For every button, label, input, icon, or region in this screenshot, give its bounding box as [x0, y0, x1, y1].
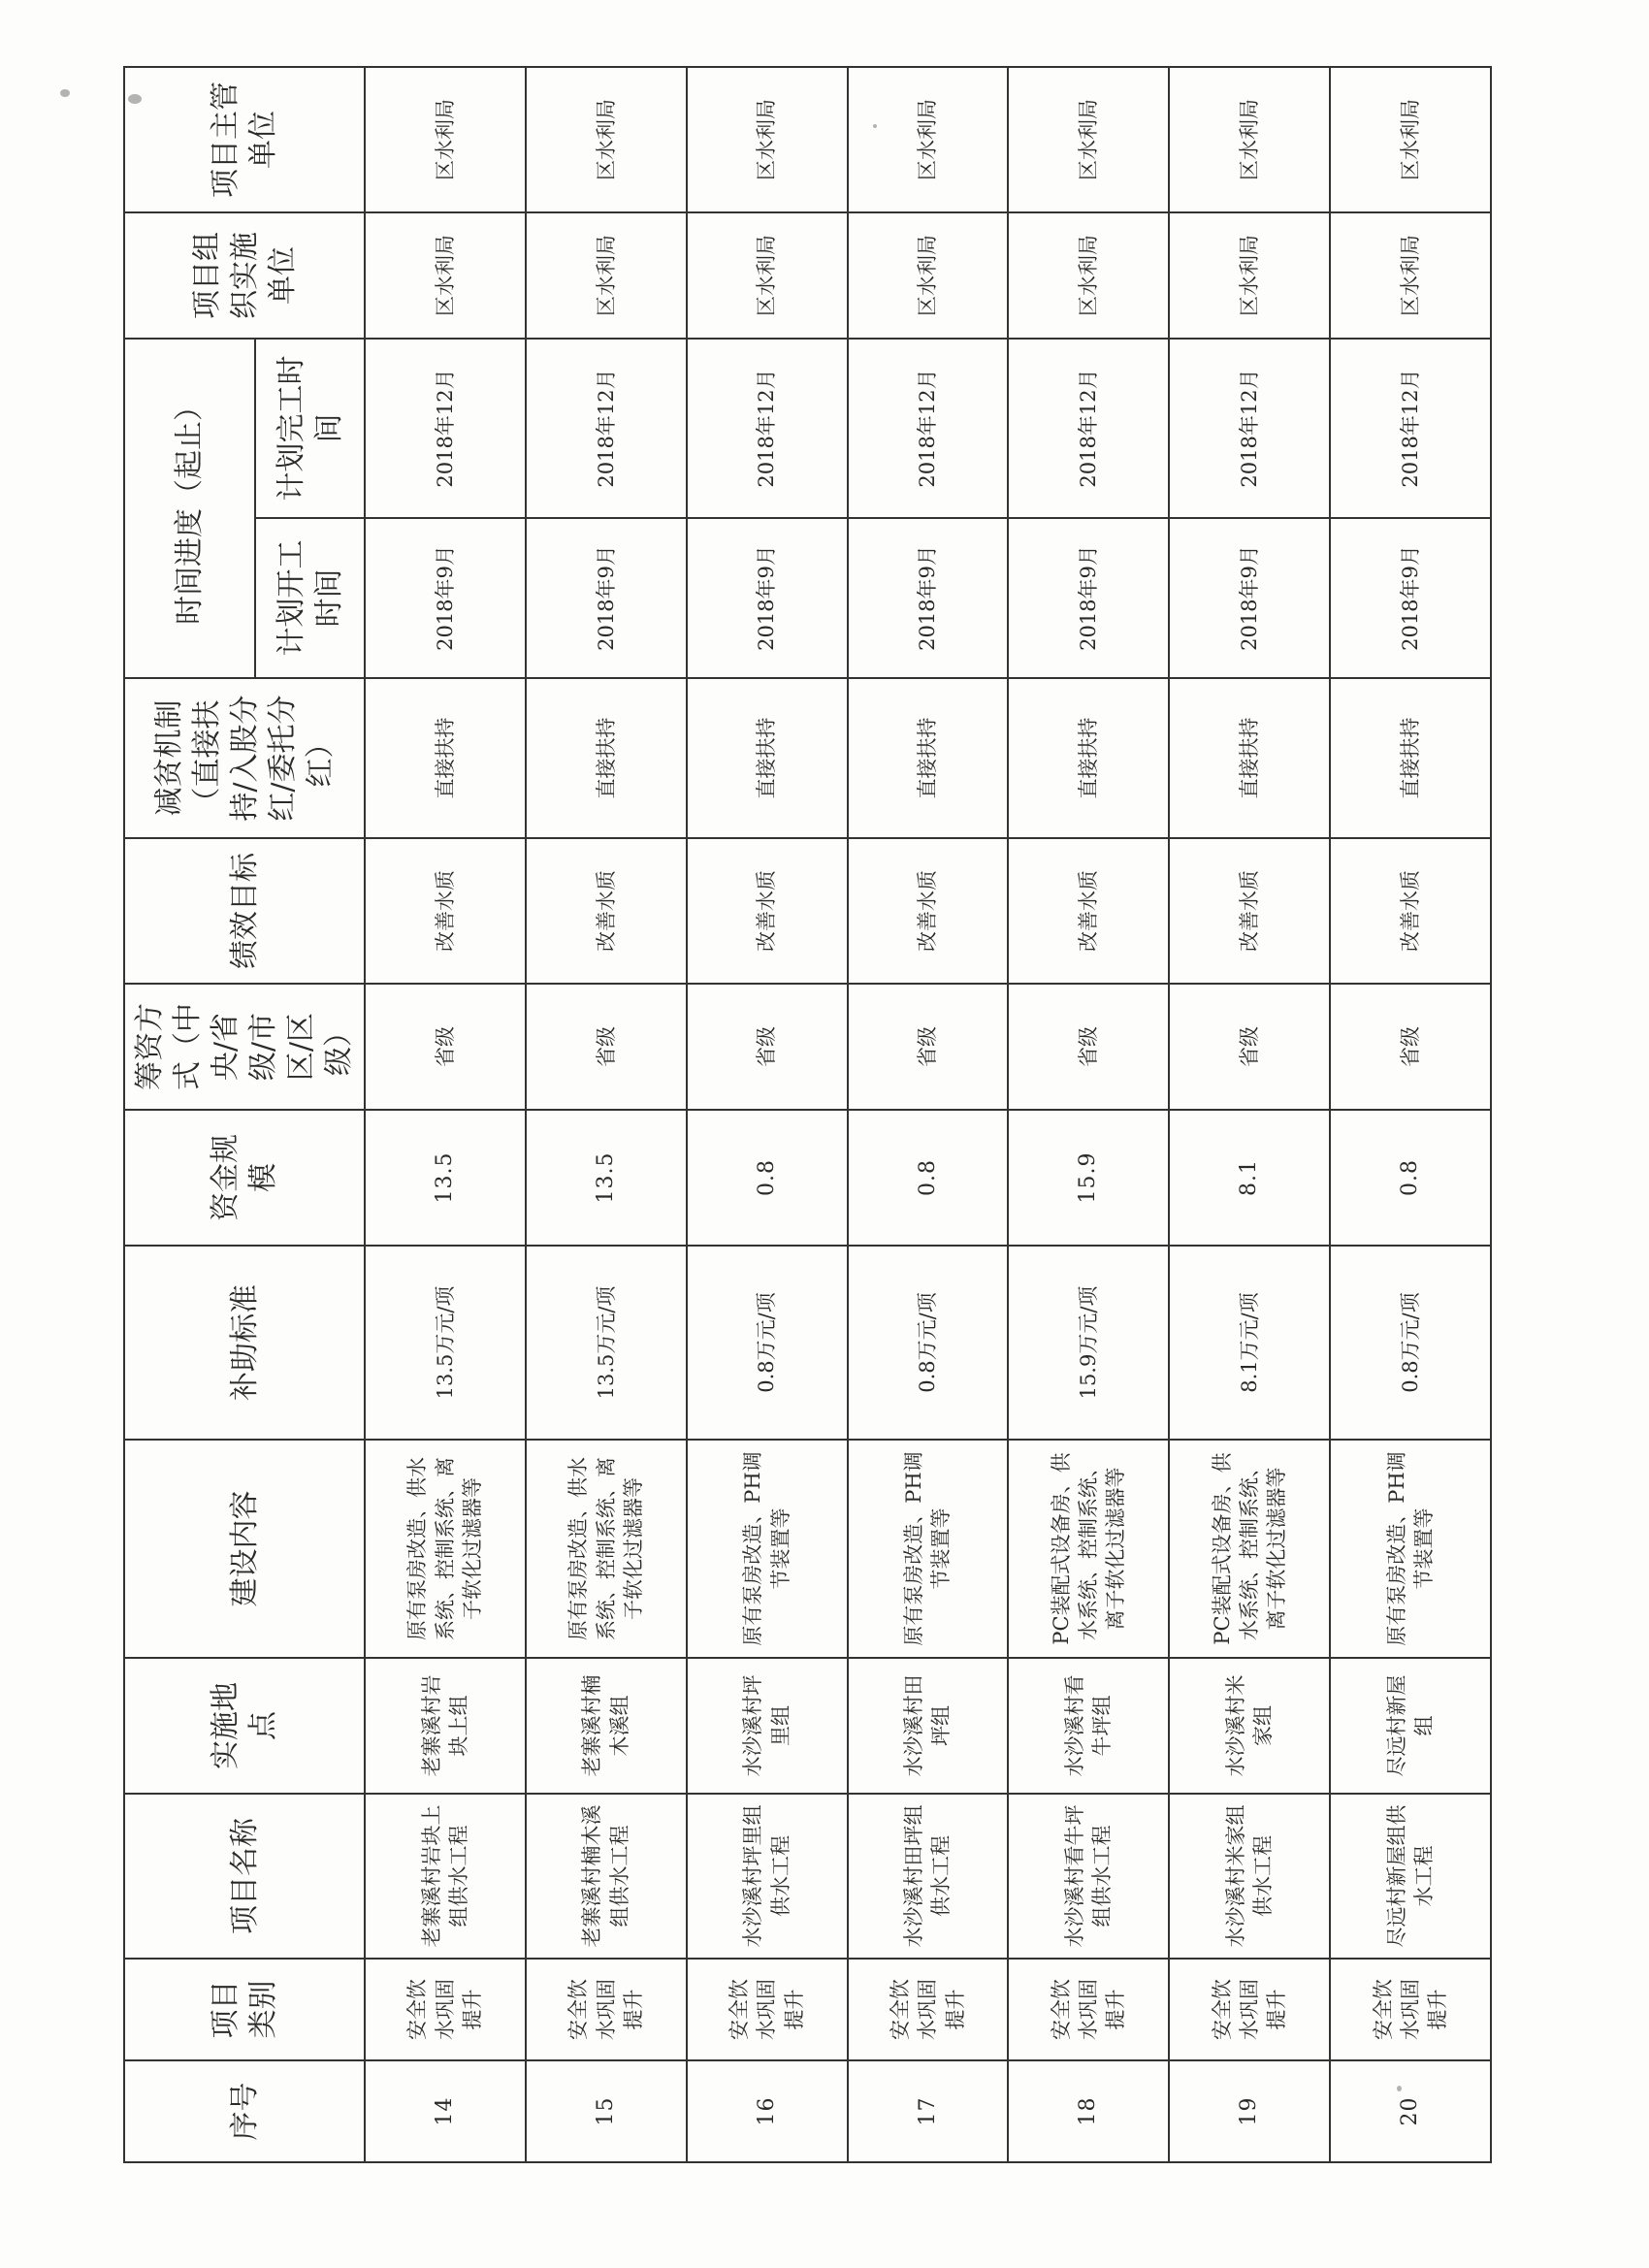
cell-end: 2018年12月	[1169, 339, 1330, 518]
header-content: 建设内容	[124, 1440, 365, 1658]
header-mechanism: 减贫机制（直接扶持/入股分红/委托分红）	[124, 678, 365, 838]
cell-name: 尽远村新屋组供水工程	[1330, 1794, 1491, 1959]
cell-fund-method: 省级	[365, 984, 526, 1110]
cell-mgmt-unit: 区水利局	[848, 67, 1009, 212]
cell-name: 老寨溪村楠木溪组供水工程	[526, 1794, 687, 1959]
rotated-table-wrapper	[123, 81, 1450, 2163]
cell-end: 2018年12月	[526, 339, 687, 518]
cell-fund-scale: 13.5	[526, 1110, 687, 1246]
cell-seq: 15	[526, 2060, 687, 2162]
cell-content: 原有泵房改造、PH调节装置等	[1330, 1440, 1491, 1658]
cell-category: 安全饮水巩固提升	[1169, 1959, 1330, 2060]
cell-fund-scale: 0.8	[848, 1110, 1009, 1246]
cell-goal: 改善水质	[687, 838, 848, 984]
cell-name: 水沙溪村田坪组供水工程	[848, 1794, 1009, 1959]
header-fund-scale: 资金规模	[124, 1110, 365, 1246]
cell-subsidy: 0.8万元/项	[848, 1246, 1009, 1440]
header-location: 实施地点	[124, 1658, 365, 1794]
table-row	[687, 67, 848, 2162]
cell-start: 2018年9月	[1169, 518, 1330, 678]
cell-start: 2018年9月	[848, 518, 1009, 678]
cell-seq: 20	[1330, 2060, 1491, 2162]
cell-location: 水沙溪村坪里组	[687, 1658, 848, 1794]
cell-content: 原有泵房改造、PH调节装置等	[848, 1440, 1009, 1658]
table-row	[1008, 67, 1169, 2162]
cell-location: 老寨溪村楠木溪组	[526, 1658, 687, 1794]
cell-goal: 改善水质	[526, 838, 687, 984]
cell-content: PC装配式设备房、供水系统、控制系统、离子软化过滤器等	[1008, 1440, 1169, 1658]
cell-subsidy: 15.9万元/项	[1008, 1246, 1169, 1440]
cell-mechanism: 直接扶持	[1008, 678, 1169, 838]
cell-impl-unit: 区水利局	[1169, 212, 1330, 339]
cell-location: 水沙溪村田坪组	[848, 1658, 1009, 1794]
cell-name: 水沙溪村米家组供水工程	[1169, 1794, 1330, 1959]
table-row	[848, 67, 1009, 2162]
cell-impl-unit: 区水利局	[1330, 212, 1491, 339]
cell-seq: 14	[365, 2060, 526, 2162]
cell-mechanism: 直接扶持	[365, 678, 526, 838]
header-category: 项目类别	[124, 1959, 365, 2060]
cell-goal: 改善水质	[365, 838, 526, 984]
header-goal: 绩效目标	[124, 838, 365, 984]
cell-end: 2018年12月	[1330, 339, 1491, 518]
cell-subsidy: 0.8万元/项	[1330, 1246, 1491, 1440]
cell-fund-scale: 15.9	[1008, 1110, 1169, 1246]
table-row	[365, 67, 526, 2162]
table-row	[1169, 67, 1330, 2162]
table-row	[526, 67, 687, 2162]
cell-seq: 16	[687, 2060, 848, 2162]
cell-start: 2018年9月	[687, 518, 848, 678]
cell-subsidy: 13.5万元/项	[365, 1246, 526, 1440]
cell-mechanism: 直接扶持	[848, 678, 1009, 838]
cell-fund-method: 省级	[687, 984, 848, 1110]
cell-end: 2018年12月	[1008, 339, 1169, 518]
cell-name: 水沙溪村坪里组供水工程	[687, 1794, 848, 1959]
cell-category: 安全饮水巩固提升	[848, 1959, 1009, 2060]
cell-impl-unit: 区水利局	[365, 212, 526, 339]
cell-mgmt-unit: 区水利局	[365, 67, 526, 212]
header-fund-method: 筹资方式（中央/省级/市区/区级）	[124, 984, 365, 1110]
cell-impl-unit: 区水利局	[1008, 212, 1169, 339]
cell-goal: 改善水质	[848, 838, 1009, 984]
cell-mgmt-unit: 区水利局	[526, 67, 687, 212]
cell-start: 2018年9月	[365, 518, 526, 678]
cell-subsidy: 8.1万元/项	[1169, 1246, 1330, 1440]
header-subsidy: 补助标准	[124, 1246, 365, 1440]
cell-fund-scale: 13.5	[365, 1110, 526, 1246]
header-mgmt-unit: 项目主管单位	[124, 67, 365, 212]
cell-mgmt-unit: 区水利局	[1169, 67, 1330, 212]
cell-location: 尽远村新屋组	[1330, 1658, 1491, 1794]
cell-subsidy: 0.8万元/项	[687, 1246, 848, 1440]
cell-start: 2018年9月	[1330, 518, 1491, 678]
cell-name: 老寨溪村岩块上组供水工程	[365, 1794, 526, 1959]
cell-location: 水沙溪村看牛坪组	[1008, 1658, 1169, 1794]
cell-seq: 18	[1008, 2060, 1169, 2162]
cell-content: 原有泵房改造、PH调节装置等	[687, 1440, 848, 1658]
header-seq: 序号	[124, 2060, 365, 2162]
header-schedule-group: 时间进度（起止）	[124, 339, 255, 678]
cell-start: 2018年9月	[1008, 518, 1169, 678]
cell-category: 安全饮水巩固提升	[1330, 1959, 1491, 2060]
cell-mechanism: 直接扶持	[1169, 678, 1330, 838]
cell-seq: 19	[1169, 2060, 1330, 2162]
cell-mechanism: 直接扶持	[687, 678, 848, 838]
cell-fund-method: 省级	[848, 984, 1009, 1110]
table-row	[1330, 67, 1491, 2162]
cell-seq: 17	[848, 2060, 1009, 2162]
cell-location: 老寨溪村岩块上组	[365, 1658, 526, 1794]
cell-subsidy: 13.5万元/项	[526, 1246, 687, 1440]
cell-content: PC装配式设备房、供水系统、控制系统、离子软化过滤器等	[1169, 1440, 1330, 1658]
cell-goal: 改善水质	[1008, 838, 1169, 984]
cell-fund-method: 省级	[1169, 984, 1330, 1110]
header-start: 计划开工时间	[255, 518, 365, 678]
cell-location: 水沙溪村米家组	[1169, 1658, 1330, 1794]
cell-fund-method: 省级	[1008, 984, 1169, 1110]
cell-end: 2018年12月	[687, 339, 848, 518]
cell-mgmt-unit: 区水利局	[1008, 67, 1169, 212]
cell-category: 安全饮水巩固提升	[1008, 1959, 1169, 2060]
cell-category: 安全饮水巩固提升	[526, 1959, 687, 2060]
project-table	[123, 66, 1492, 2163]
cell-goal: 改善水质	[1169, 838, 1330, 984]
cell-mechanism: 直接扶持	[1330, 678, 1491, 838]
cell-fund-scale: 8.1	[1169, 1110, 1330, 1246]
cell-impl-unit: 区水利局	[687, 212, 848, 339]
cell-category: 安全饮水巩固提升	[365, 1959, 526, 2060]
cell-content: 原有泵房改造、供水系统、控制系统、离子软化过滤器等	[526, 1440, 687, 1658]
header-end: 计划完工时间	[255, 339, 365, 518]
cell-category: 安全饮水巩固提升	[687, 1959, 848, 2060]
cell-start: 2018年9月	[526, 518, 687, 678]
cell-fund-scale: 0.8	[687, 1110, 848, 1246]
cell-mechanism: 直接扶持	[526, 678, 687, 838]
header-name: 项目名称	[124, 1794, 365, 1959]
cell-name: 水沙溪村看牛坪组供水工程	[1008, 1794, 1169, 1959]
cell-mgmt-unit: 区水利局	[1330, 67, 1491, 212]
cell-impl-unit: 区水利局	[848, 212, 1009, 339]
cell-fund-method: 省级	[1330, 984, 1491, 1110]
cell-fund-scale: 0.8	[1330, 1110, 1491, 1246]
cell-end: 2018年12月	[365, 339, 526, 518]
cell-impl-unit: 区水利局	[526, 212, 687, 339]
cell-goal: 改善水质	[1330, 838, 1491, 984]
cell-content: 原有泵房改造、供水系统、控制系统、离子软化过滤器等	[365, 1440, 526, 1658]
scan-speck	[60, 89, 70, 97]
header-impl-unit: 项目组织实施单位	[124, 212, 365, 339]
cell-mgmt-unit: 区水利局	[687, 67, 848, 212]
cell-end: 2018年12月	[848, 339, 1009, 518]
cell-fund-method: 省级	[526, 984, 687, 1110]
